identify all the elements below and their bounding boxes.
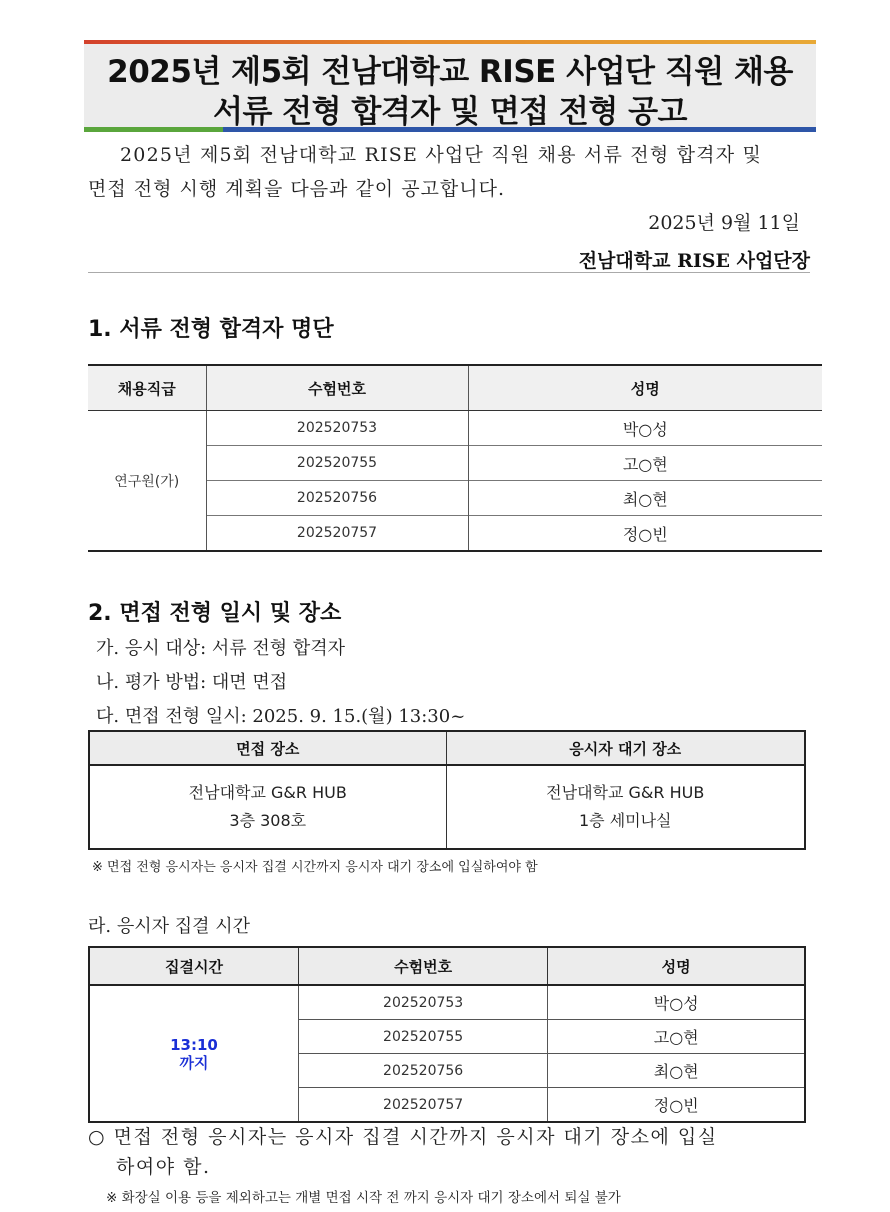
name-cell: 최○현	[468, 481, 822, 516]
document-pass-table	[88, 364, 822, 552]
name-cell: 박○성	[548, 985, 805, 1020]
gathering-table	[88, 946, 806, 1123]
divider	[88, 272, 810, 273]
gather-time-cell	[89, 985, 298, 1122]
position-cell: 연구원(가)	[114, 473, 180, 490]
name-cell: 고○현	[548, 1020, 805, 1054]
interview-place-cell	[89, 765, 446, 849]
page-title-line2: 서류 전형 합격자 및 면접 전형 공고	[213, 94, 687, 130]
section1-heading: 1. 서류 전형 합격자 명단	[88, 317, 334, 342]
exam-no-cell: 202520756	[298, 1054, 547, 1088]
col-name: 성명	[548, 947, 805, 985]
title-top-bar	[84, 40, 816, 44]
exam-no-cell: 202520756	[206, 481, 468, 516]
intro-line1: 2025년 제5회 전남대학교 RISE 사업단 직원 채용 서류 전형 합격자 및	[120, 144, 763, 166]
gather-time-suffix: 까지	[179, 1053, 209, 1072]
exam-no-cell: 202520757	[298, 1088, 547, 1123]
circle-bullet-icon: ○	[88, 1126, 107, 1148]
interview-place-line2: 3층 308호	[229, 811, 307, 830]
gather-time: 13:10	[170, 1035, 218, 1054]
waiting-place-line1: 전남대학교 G&R HUB	[546, 783, 705, 802]
arrival-instruction-line2: 하여야 함.	[116, 1156, 211, 1178]
col-gather-time: 집결시간	[89, 947, 298, 985]
name-cell: 정○빈	[548, 1088, 805, 1123]
waiting-place-line2: 1층 세미나실	[578, 811, 672, 830]
name-cell: 고○현	[468, 446, 822, 481]
exam-no-cell: 202520755	[206, 446, 468, 481]
announcement-date: 2025년 9월 11일	[648, 212, 800, 234]
table-row	[89, 985, 805, 1020]
exam-no-cell: 202520755	[298, 1020, 547, 1054]
item-d: 라. 응시자 집결 시간	[88, 916, 250, 937]
col-interview-place: 면접 장소	[89, 731, 446, 765]
name-cell: 박○성	[468, 411, 822, 446]
item-b: 나. 평가 방법: 대면 면접	[96, 672, 288, 693]
col-waiting-place: 응시자 대기 장소	[446, 731, 805, 765]
arrival-instruction-line1: 면접 전형 응시자는 응시자 집결 시간까지 응시자 대기 장소에 입실	[113, 1126, 718, 1148]
note-arrival: ※ 면접 전형 응시자는 응시자 집결 시간까지 응시자 대기 장소에 입실하여야 함	[92, 860, 538, 875]
item-a: 가. 응시 대상: 서류 전형 합격자	[96, 638, 346, 659]
item-c: 다. 면접 전형 일시: 2025. 9. 15.(월) 13:30~	[96, 706, 466, 727]
name-cell: 최○현	[548, 1054, 805, 1088]
col-exam-no: 수험번호	[298, 947, 547, 985]
arrival-instruction	[88, 1122, 808, 1182]
section2-heading: 2. 면접 전형 일시 및 장소	[88, 601, 342, 626]
page-title-line1: 2025년 제5회 전남대학교 RISE 사업단 직원 채용	[107, 54, 793, 90]
table-row	[88, 411, 822, 446]
col-position: 채용직급	[88, 365, 206, 411]
venue-table	[88, 730, 806, 850]
exam-no-cell: 202520757	[206, 516, 468, 552]
col-name: 성명	[468, 365, 822, 411]
intro-line2: 면접 전형 시행 계획을 다음과 같이 공고합니다.	[88, 178, 506, 200]
col-exam-no: 수험번호	[206, 365, 468, 411]
signer: 전남대학교 RISE 사업단장	[578, 250, 810, 272]
waiting-place-cell	[446, 765, 805, 849]
exam-no-cell: 202520753	[298, 985, 547, 1020]
name-cell: 정○빈	[468, 516, 822, 552]
note-restroom: ※ 화장실 이용 등을 제외하고는 개별 면접 시작 전 까지 응시자 대기 장소에서 퇴실 불가	[106, 1190, 621, 1206]
exam-no-cell: 202520753	[206, 411, 468, 446]
interview-place-line1: 전남대학교 G&R HUB	[188, 783, 347, 802]
